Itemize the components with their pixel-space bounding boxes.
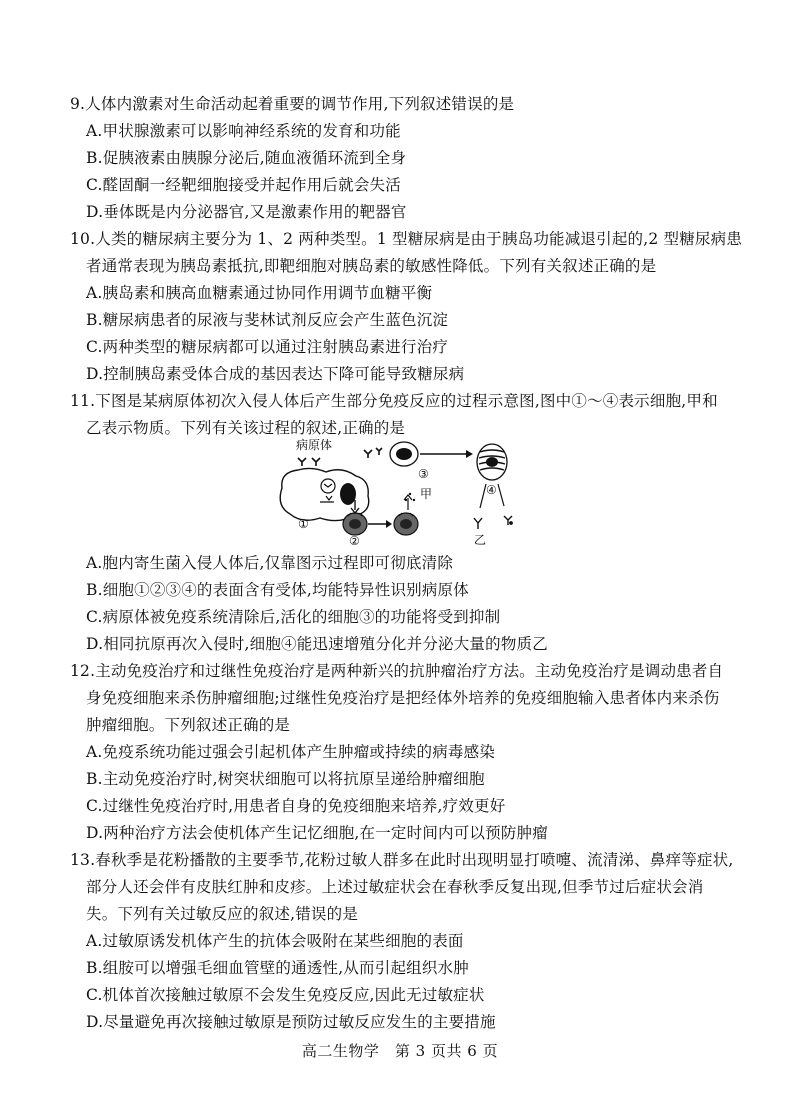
question-9-option-a: A.甲状腺激素可以影响神经系统的发育和功能 xyxy=(86,122,401,140)
question-9-option-d: D.垂体既是内分泌器官,又是激素作用的靶器官 xyxy=(86,203,407,221)
cell-1-label: ① xyxy=(298,517,309,531)
question-13-stem-line-3: 失。下列有关过敏反应的叙述,错误的是 xyxy=(86,905,359,923)
question-13-stem-line-1: 13.春秋季是花粉播散的主要季节,花粉过敏人群多在此时出现明显打喷嚏、流清涕、鼻痒等症状, xyxy=(70,851,734,869)
question-12-option-b: B.主动免疫治疗时,树突状细胞可以将抗原呈递给肿瘤细胞 xyxy=(86,770,485,788)
cell-2-label: ② xyxy=(349,534,360,548)
question-13-option-c: C.机体首次接触过敏原不会发生免疫反应,因此无过敏症状 xyxy=(86,986,485,1004)
b-cell xyxy=(394,513,418,535)
substance-jia-label: 甲 xyxy=(420,487,433,501)
question-11-option-c: C.病原体被免疫系统清除后,活化的细胞③的功能将受到抑制 xyxy=(86,608,501,626)
question-10-option-a: A.胰岛素和胰高血糖素通过协同作用调节血糖平衡 xyxy=(86,284,433,302)
page-footer: 高二生物学 第 3 页共 6 页 xyxy=(301,1042,499,1060)
question-12-option-a: A.免疫系统功能过强会引起机体产生肿瘤或持续的病毒感染 xyxy=(86,743,496,761)
pathogen-label: 病原体 xyxy=(296,438,333,452)
question-12-option-c: C.过继性免疫治疗时,用患者自身的免疫细胞来培养,疗效更好 xyxy=(86,797,506,815)
question-12-stem-line-3: 肿瘤细胞。下列叙述正确的是 xyxy=(86,716,291,734)
cell-3-label: ③ xyxy=(418,467,429,481)
question-12-stem-line-1: 12.主动免疫治疗和过继性免疫治疗是两种新兴的抗肿瘤治疗方法。主动免疫治疗是调动患者自 xyxy=(70,662,724,680)
cell-4-label: ④ xyxy=(486,483,497,497)
question-11-option-a: A.胞内寄生菌入侵人体后,仅靠图示过程即可彻底清除 xyxy=(86,554,454,572)
question-11-option-b: B.细胞①②③④的表面含有受体,均能特异性识别病原体 xyxy=(86,581,469,599)
question-13-option-d: D.尽量避免再次接触过敏原是预防过敏反应发生的主要措施 xyxy=(86,1013,496,1031)
question-10-option-d: D.控制胰岛素受体合成的基因表达下降可能导致糖尿病 xyxy=(86,365,465,383)
question-11-stem-line-2: 乙表示物质。下列有关该过程的叙述,正确的是 xyxy=(86,419,406,437)
cell-3-b-cell xyxy=(390,442,418,466)
question-12-stem-line-2: 身免疫细胞来杀伤肿瘤细胞;过继性免疫治疗是把经体外培养的免疫细胞输入患者体内来杀伤 xyxy=(86,689,720,707)
question-11-stem-line-1: 11.下图是某病原体初次入侵人体后产生部分免疫反应的过程示意图,图中①～④表示细胞,甲和 xyxy=(70,392,718,410)
cell-1-nucleus xyxy=(340,483,356,505)
pathogen-to-cell3 xyxy=(364,448,382,458)
question-13-option-b: B.组胺可以增强毛细血管壁的通透性,从而引起组织水肿 xyxy=(86,959,469,977)
question-10-stem-line-2: 者通常表现为胰岛素抵抗,即靶细胞对胰岛素的敏感性降低。下列有关叙述正确的是 xyxy=(86,257,657,275)
pathogen-icon xyxy=(298,458,320,466)
cell-2-helper-t xyxy=(343,513,367,535)
cell-4-plasma-cell xyxy=(477,444,507,480)
question-9-option-b: B.促胰液素由胰腺分泌后,随血液循环流到全身 xyxy=(86,149,407,167)
question-13-stem-line-2: 部分人还会伴有皮肤红肿和皮疹。上述过敏症状会在春秋季反复出现,但季节过后症状会消 xyxy=(86,878,704,896)
question-10-option-c: C.两种类型的糖尿病都可以通过注射胰岛素进行治疗 xyxy=(86,338,449,356)
immune-response-diagram xyxy=(268,436,530,548)
substance-yi-label: 乙 xyxy=(474,533,487,547)
question-11-option-d: D.相同抗原再次入侵时,细胞④能迅速增殖分化并分泌大量的物质乙 xyxy=(86,635,548,653)
question-13-option-a: A.过敏原诱发机体产生的抗体会吸附在某些细胞的表面 xyxy=(86,932,464,950)
question-9-option-c: C.醛固酮一经靶细胞接受并起作用后就会失活 xyxy=(86,176,401,194)
antibody-icon xyxy=(474,516,512,529)
question-10-option-b: B.糖尿病患者的尿液与斐林试剂反应会产生蓝色沉淀 xyxy=(86,311,449,329)
question-12-option-d: D.两种治疗方法会使机体产生记忆细胞,在一定时间内可以预防肿瘤 xyxy=(86,824,548,842)
question-10-stem-line-1: 10.人类的糖尿病主要分为 1、2 两种类型。1 型糖尿病是由于胰岛功能减退引起的,2 型糖尿病患 xyxy=(70,230,743,248)
question-9-stem: 9.人体内激素对生命活动起着重要的调节作用,下列叙述错误的是 xyxy=(70,95,515,113)
